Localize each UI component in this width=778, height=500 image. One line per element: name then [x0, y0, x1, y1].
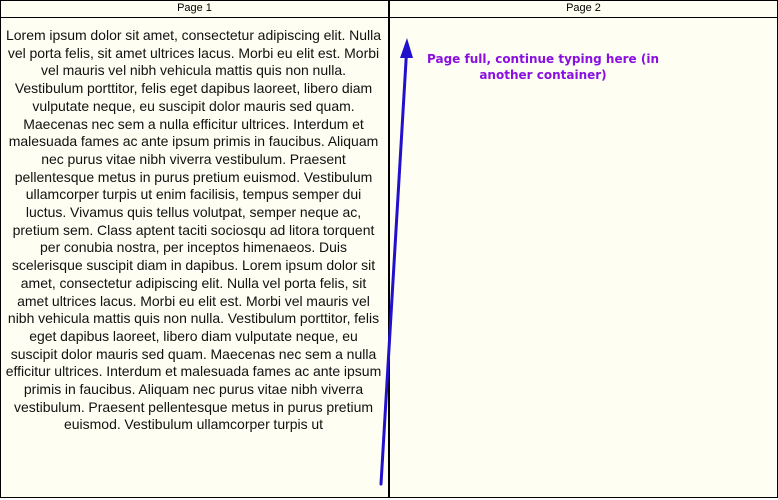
page-2-label: Page 2: [566, 2, 601, 14]
page-2-header-divider: [390, 17, 777, 18]
page-1-label: Page 1: [177, 2, 212, 14]
page-1-text[interactable]: Lorem ipsum dolor sit amet, consectetur adipiscing elit. Nulla vel porta felis, sit amet ultrices lacus. Morbi eu elit est. Morbi vel mauris vel nibh vehicula mattis quis non nulla. Vestibulum porttitor, felis eget dapibus laoreet, libero diam vulputate neque, eu suscipit dolor mauris sed quam. Maecenas nec sem a nulla efficitur ultrices. Interdum et malesuada fames ac ante ipsum primis in faucibus. Aliquam nec purus vitae nibh viverra vestibulum. Praesent pellentesque metus in purus pretium euismod. Vestibulum ullamcorper turpis ut enim facilisis, tempus semper dui luctus. Vivamus quis tellus volutpat, semper neque ac, pretium sem. Class aptent taciti sociosqu ad litora torquent per conubia nostra, per inceptos himenaeos. Duis scelerisque suscipit diam in dapibus. Lorem ipsum dolor sit amet, consectetur adipiscing elit. Nulla vel porta felis, sit amet ultrices lacus. Morbi eu elit est. Morbi vel mauris vel nibh vehicula mattis quis non nulla. Vestibulum porttitor, felis eget dapibus laoreet, libero diam vulputate neque, eu suscipit dolor mauris sed quam. Maecenas nec sem a nulla efficitur ultrices. Interdum et malesuada fames ac ante ipsum primis in faucibus. Aliquam nec purus vitae nibh viverra vestibulum. Praesent pellentesque metus in purus pretium euismod. Vestibulum ullamcorper turpis ut: [5, 27, 382, 433]
continue-typing-annotation: Page full, continue typing here (in another container): [427, 52, 659, 82]
page-1-header-divider: [1, 17, 388, 18]
page-1[interactable]: [0, 0, 390, 498]
